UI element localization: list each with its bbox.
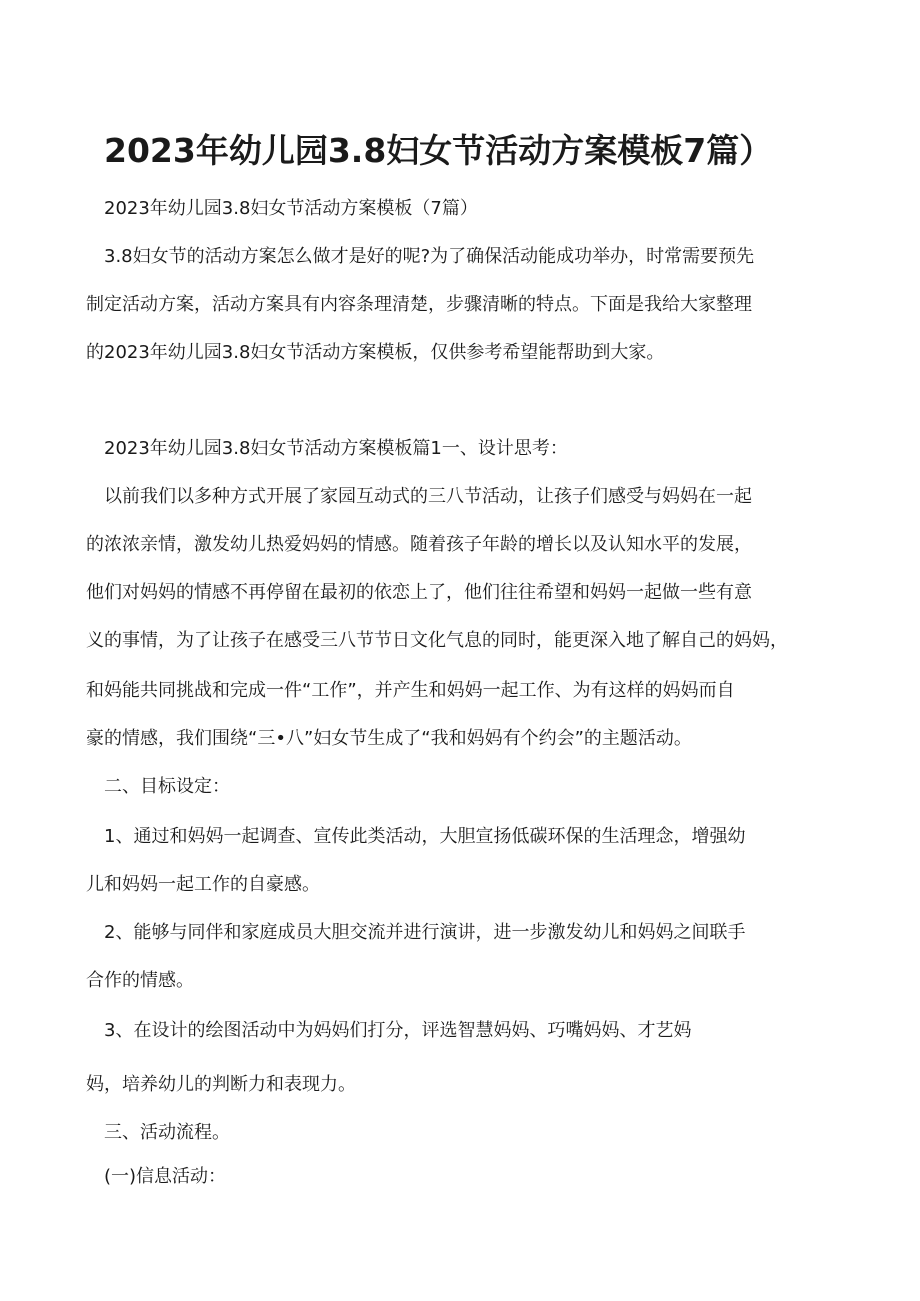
- paragraph-line-4: 义的事情，为了让孩子在感受三八节节日文化气息的同时，能更深入地了解自己的妈妈，: [86, 630, 788, 651]
- goal-2-line-2: 合作的情感。: [86, 970, 194, 991]
- paragraph-line-5: 和妈能共同挑战和完成一件“工作”，并产生和妈妈一起工作、为有这样的妈妈而自: [86, 680, 735, 701]
- document-title: 2023年幼儿园3.8妇女节活动方案模板7篇）: [104, 131, 773, 170]
- section-heading-design: 2023年幼儿园3.8妇女节活动方案模板篇1一、设计思考：: [104, 438, 568, 459]
- intro-line-2: 制定活动方案，活动方案具有内容条理清楚，步骤清晰的特点。下面是我给大家整理: [86, 294, 752, 315]
- section-heading-goals: 二、目标设定：: [104, 776, 230, 797]
- paragraph-line-2: 的浓浓亲情，激发幼儿热爱妈妈的情感。随着孩子年龄的增长以及认知水平的发展，: [86, 534, 752, 555]
- intro-line-3: 的2023年幼儿园3.8妇女节活动方案模板，仅供参考希望能帮助到大家。: [86, 342, 665, 363]
- goal-3-line-1: 3、在设计的绘图活动中为妈妈们打分，评选智慧妈妈、巧嘴妈妈、才艺妈: [104, 1020, 692, 1041]
- subsection-info-activity: (一)信息活动：: [104, 1166, 227, 1187]
- paragraph-line-3: 他们对妈妈的情感不再停留在最初的依恋上了，他们往往希望和妈妈一起做一些有意: [86, 582, 752, 603]
- goal-1-line-1: 1、通过和妈妈一起调查、宣传此类活动，大胆宣扬低碳环保的生活理念，增强幼: [104, 826, 746, 847]
- goal-1-line-2: 儿和妈妈一起工作的自豪感。: [86, 874, 320, 895]
- paragraph-line-1: 以前我们以多种方式开展了家园互动式的三八节活动，让孩子们感受与妈妈在一起: [104, 486, 752, 507]
- intro-line-1: 3.8妇女节的活动方案怎么做才是好的呢?为了确保活动能成功举办，时常需要预先: [104, 246, 755, 267]
- subtitle-line: 2023年幼儿园3.8妇女节活动方案模板（7篇）: [104, 198, 478, 219]
- goal-2-line-1: 2、能够与同伴和家庭成员大胆交流并进行演讲，进一步激发幼儿和妈妈之间联手: [104, 922, 746, 943]
- paragraph-line-6: 豪的情感，我们围绕“三•八”妇女节生成了“我和妈妈有个约会”的主题活动。: [86, 728, 692, 749]
- section-heading-process: 三、活动流程。: [104, 1122, 230, 1143]
- goal-3-line-2: 妈，培养幼儿的判断力和表现力。: [86, 1074, 356, 1095]
